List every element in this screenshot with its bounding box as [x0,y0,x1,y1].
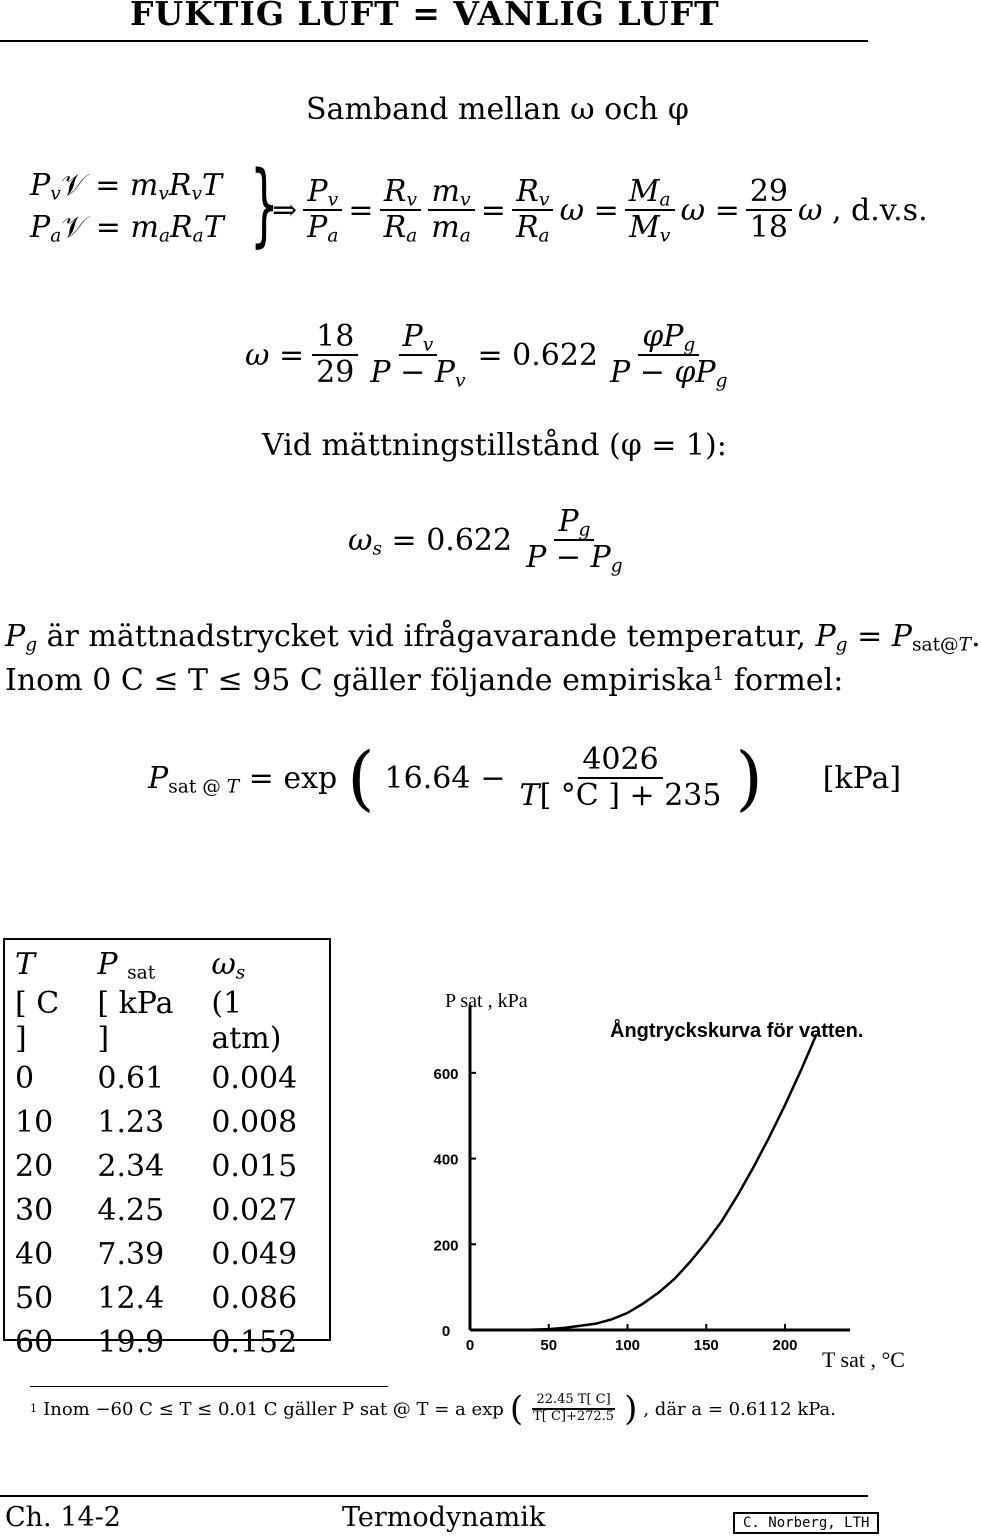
cell-psat: 1.23 [97,1104,165,1140]
y-tick-label: 600 [433,1065,459,1083]
formula-const-a: 16.64 [384,760,471,796]
table-unit-row [5,986,329,1056]
vapor-pressure-curve [470,1034,817,1330]
formula-const-b: 4026 [578,743,662,780]
y-axis-label: P sat , kPa [445,990,528,1012]
cell-omega: 0.049 [211,1236,298,1272]
table-row [5,1144,329,1188]
table-row [5,1188,329,1232]
pg-paragraph: $P_g$ är mättnadstrycket vid ifrågavarande temperatur, $P_g = P_{sat@T}$. Inom 0 C ≤ T ≤ 95 C gäller följande empiriska$^1$ formel: [5,619,981,698]
cell-omega: 0.152 [211,1324,298,1360]
chart-title: Ångtryckskurva för vatten. [610,1020,864,1042]
omega-equation: ω = $\frac{18}{29}$ $\frac{P_v}{P - P_v}$ = 0.622 $\frac{\varphi P_g}{P - \varphi P_g}$ [245,318,728,392]
x-tick-label: 100 [614,1337,641,1354]
cell-t: 50 [15,1280,54,1316]
cell-t: 40 [15,1236,54,1272]
cell-omega: 0.015 [211,1148,298,1184]
x-tick-label: 0 [465,1337,475,1354]
cell-psat: 0.61 [97,1060,165,1096]
cell-t: 10 [15,1104,54,1140]
cell-omega: 0.086 [211,1280,298,1316]
brace: } [250,152,279,257]
cell-omega: 0.027 [211,1192,298,1228]
unit-omega: (1 atm) [211,986,282,1056]
footnote-tail: , där a = 0.6112 kPa. [643,1398,837,1420]
header-t: T [15,946,36,982]
cell-t: 20 [15,1148,54,1184]
table-row [5,1100,329,1144]
vapor-pressure-chart [410,975,920,1375]
table-row [5,1276,329,1320]
unit-t: [ C ] [15,986,60,1056]
cell-psat: 12.4 [97,1280,165,1316]
footer-author: C. Norberg, LTH [733,1512,879,1534]
table-row [5,1320,329,1364]
cell-psat: 7.39 [97,1236,165,1272]
ideal-gas-equations: $P_v𝒱 = m_vR_vT$ $P_a𝒱 = m_aR_aT$ [30,168,224,247]
footer-course: Termodynamik [342,1502,546,1533]
footnote-frac-den: T[ C]+272.5 [533,1409,615,1424]
y-tick-label: 400 [433,1151,459,1169]
x-tick-label: 200 [772,1337,798,1354]
psat-formula: $P_{sat @ T} = \exp$ ( 16.64 − $\frac{4026}{T[ ^\circ C ] + 235}$ ) [kPa] [148,737,902,819]
omega-derivation: ⇒ $\frac{P_v}{P_a}$ = $\frac{R_v}{R_a}$ $\frac{m_v}{m_a}$ = $\frac{R_v}{R_a}$ ω = $\frac{M_a}{M_v}$ ω = $\frac{29}{18}$ ω , d.v.s. [272,173,928,247]
footnote-text: Inom −60 C ≤ T ≤ 0.01 C gäller P sat @ T = a exp [43,1398,504,1420]
x-tick-label: 150 [693,1337,719,1354]
saturation-text: Vid mättningstillstånd (φ = 1): [262,428,727,463]
formula-unit: [kPa] [822,760,902,796]
cell-omega: 0.004 [211,1060,298,1096]
formula-const-c: 235 [664,778,722,813]
footnote-rule [30,1386,388,1387]
page-title: FUKTIG LUFT = VANLIG LUFT [130,0,720,33]
header-omega: $\omega_s$ [211,946,246,984]
cell-t: 30 [15,1192,54,1228]
x-axis-label: T sat , °C [822,1347,905,1372]
pg-text-1: är mättnadstrycket vid ifrågavarande temperatur, [46,619,806,654]
header-psat: P $_{sat}$ [97,946,156,984]
footnote-frac-num: 22.45 T[ C] [532,1393,614,1410]
y-tick-label: 200 [433,1237,459,1255]
x-tick-label: 50 [540,1337,558,1354]
table-row [5,1056,329,1100]
cell-t: 60 [15,1324,54,1360]
footer-chapter: Ch. 14-2 [5,1502,121,1533]
bottom-rule [0,1495,868,1497]
cell-omega: 0.008 [211,1104,298,1140]
cell-t: 0 [15,1060,35,1096]
top-rule [0,40,868,42]
section-title: Samband mellan ω och φ [306,92,689,127]
cell-psat: 2.34 [97,1148,165,1184]
footnote-mark: 1 [712,663,725,685]
table-row [5,1232,329,1276]
cell-psat: 4.25 [97,1192,165,1228]
footnote: 1 Inom −60 C ≤ T ≤ 0.01 C gäller P sat @ T = a exp ( $\frac{22.45 T[ C]}{T[ C]+272.5}$ ) , där a = 0.6112 kPa. [30,1389,837,1429]
unit-psat: [ kPa ] [97,986,174,1056]
psat-table [3,938,331,1360]
table-header-row [5,942,329,986]
y-tick-label: 0 [441,1323,451,1340]
pg-text-3: formel: [733,663,844,698]
omega-s-equation: $\omega_s = 0.622$ $\frac{P_g}{P - P_g}$ [348,503,623,577]
cell-psat: 19.9 [97,1324,165,1360]
pg-text-2: Inom 0 C ≤ T ≤ 95 C gäller följande empiriska [5,663,713,698]
